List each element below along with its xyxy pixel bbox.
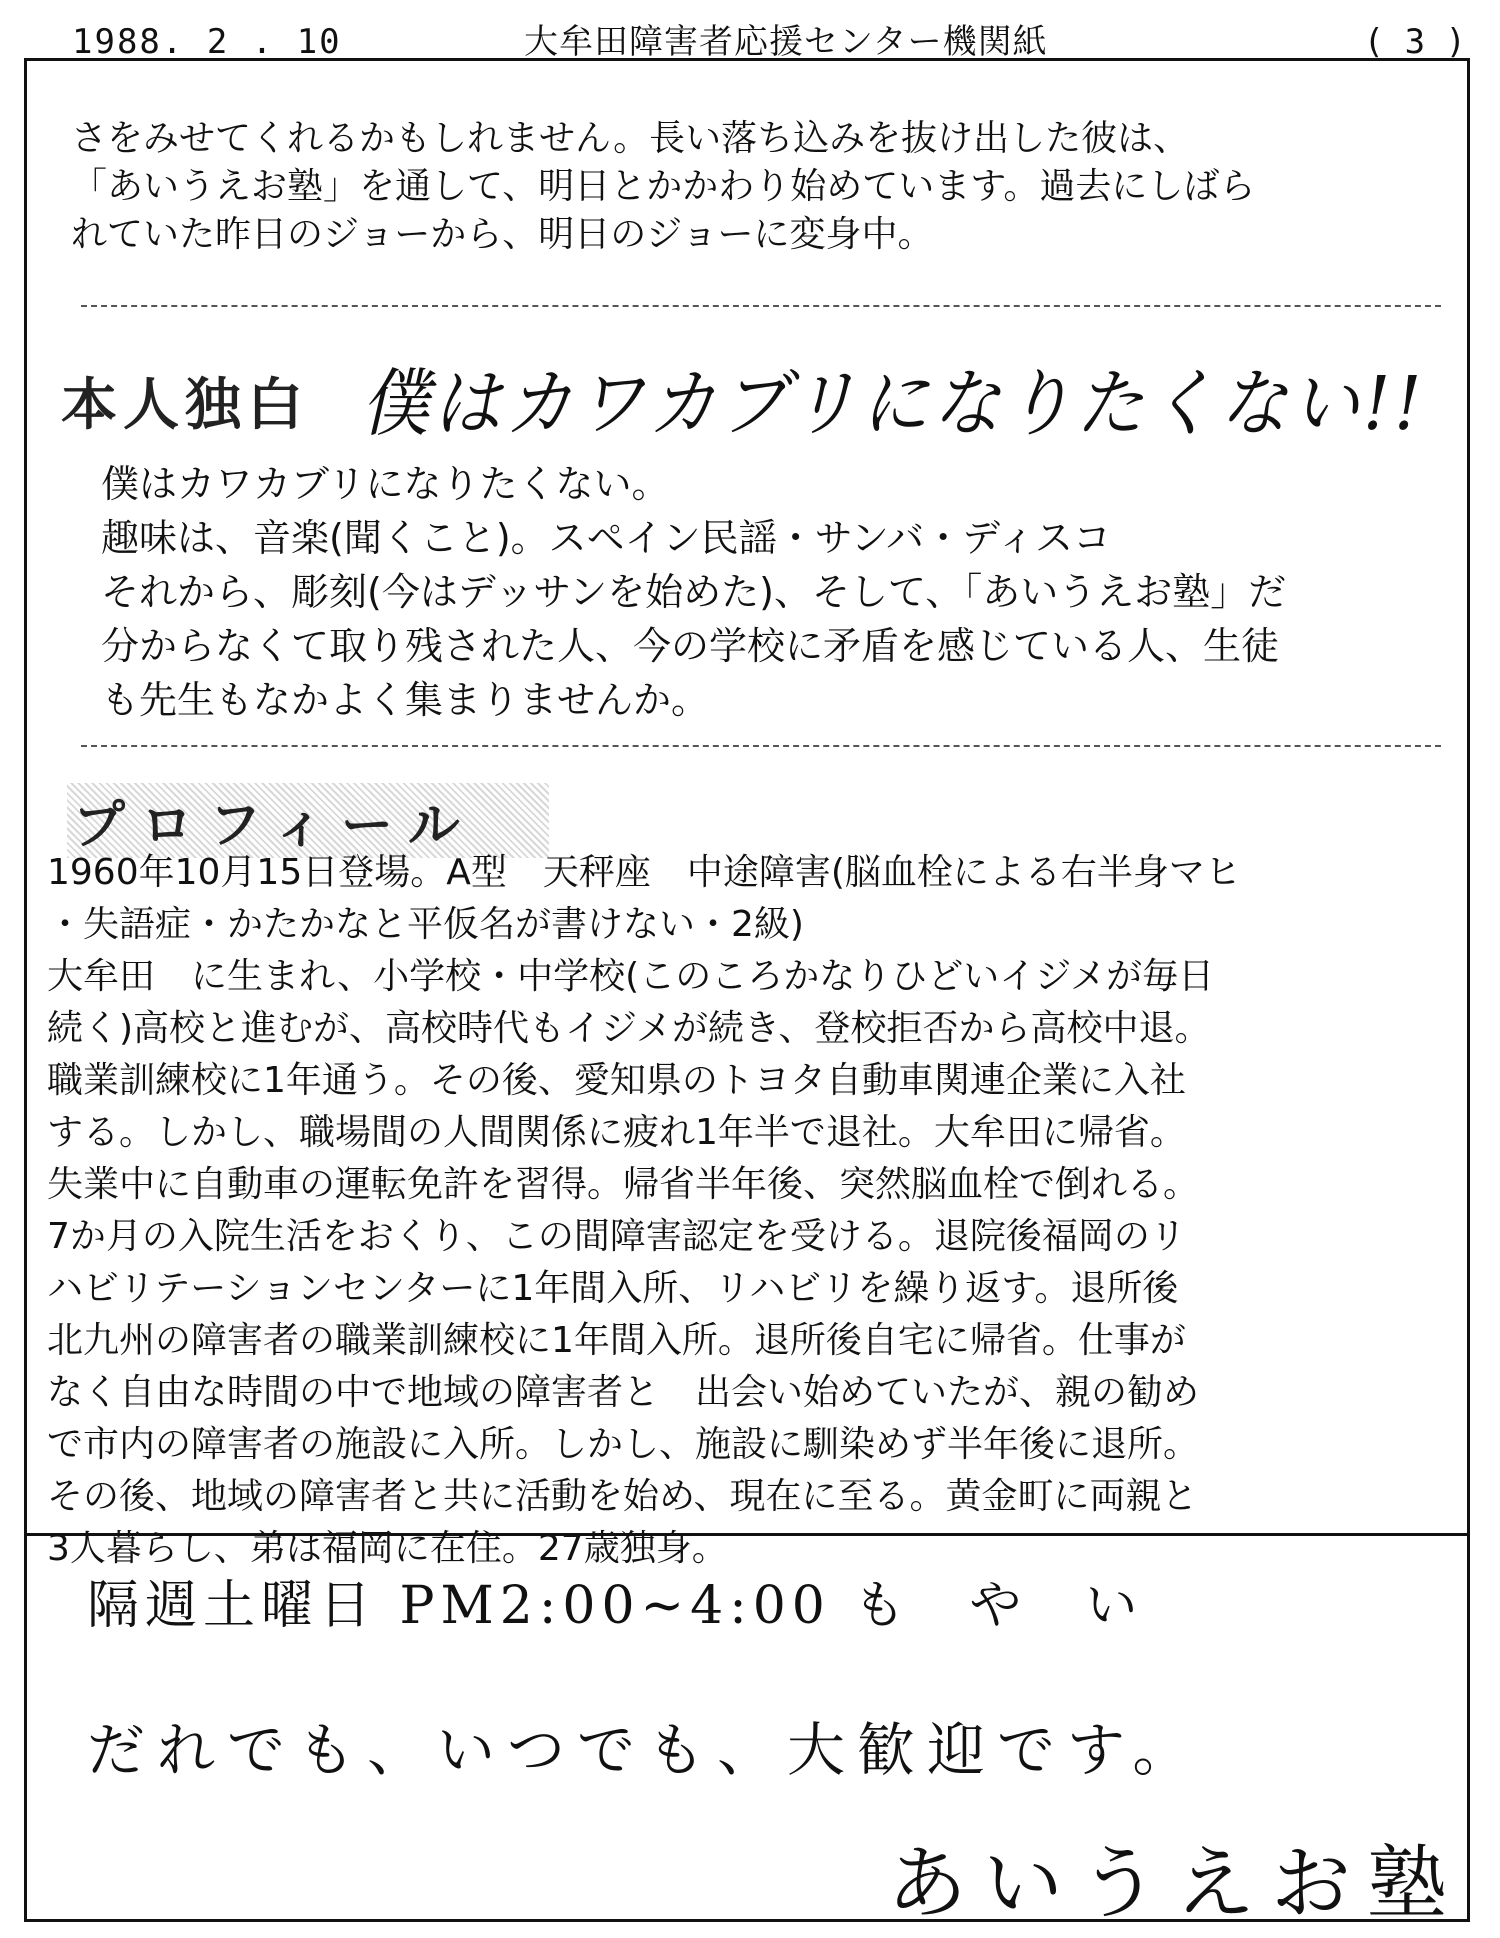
profile-line: 1960年10月15日登場。A型 天秤座 中途障害(脳血栓による右半身マヒ bbox=[47, 852, 1241, 893]
profile-line: 3人暮らし、弟は福岡に在住。27歳独身。 bbox=[47, 1528, 728, 1569]
article-frame bbox=[24, 58, 1470, 1930]
intro-paragraph bbox=[71, 115, 1467, 259]
intro-line: さをみせてくれるかもしれません。長い落ち込みを抜け出した彼は、 bbox=[71, 118, 1190, 159]
profile-line: 失業中に自動車の運転免許を習得。帰省半年後、突然脳血栓で倒れる。 bbox=[47, 1164, 1200, 1205]
monologue-line: も先生もなかよく集まりませんか。 bbox=[101, 678, 710, 722]
monologue-heading bbox=[61, 329, 1467, 447]
profile-heading: プロフィール bbox=[67, 783, 549, 858]
intro-line: れていた昨日のジョーから、明日のジョーに変身中。 bbox=[71, 214, 934, 255]
notice-divider bbox=[27, 1533, 1467, 1536]
monologue-line: 分からなくて取り残された人、今の学校に矛盾を感じている人、生徒 bbox=[101, 624, 1280, 668]
intro-line: 「あいうえお塾」を通して、明日とかかわり始めています。過去にしばら bbox=[71, 166, 1256, 207]
profile-line: で市内の障害者の施設に入所。しかし、施設に馴染めず半年後に退所。 bbox=[47, 1424, 1200, 1465]
profile-line: 7か月の入院生活をおくり、この間障害認定を受ける。退院後福岡のリ bbox=[47, 1216, 1186, 1257]
profile-line: する。しかし、職場間の人間関係に疲れ1年半で退社。大牟田に帰省。 bbox=[47, 1112, 1186, 1153]
monologue-body bbox=[101, 457, 1467, 727]
welcome-notice: だれでも、いつでも、大歓迎です。 bbox=[87, 1716, 1203, 1784]
monologue-line: 僕はカワカブリになりたくない。 bbox=[101, 462, 670, 506]
monologue-line: それから、彫刻(今はデッサンを始めた)、そして、「あいうえお塾」だ bbox=[101, 570, 1287, 614]
profile-line: なく自由な時間の中で地域の障害者と 出会い始めていたが、親の勧め bbox=[47, 1372, 1200, 1413]
page-number: ( 3 ) bbox=[1363, 22, 1466, 62]
issue-date: 1988. 2 . 10 bbox=[72, 22, 342, 62]
profile-line: 北九州の障害者の職業訓練校に1年間入所。退所後自宅に帰省。仕事が bbox=[47, 1320, 1186, 1361]
monologue-label: 本人独白 bbox=[61, 373, 309, 438]
profile-line: ハビリテーションセンターに1年間入所、リハビリを繰り返す。退所後 bbox=[47, 1268, 1179, 1309]
profile-line: ・失語症・かたかなと平仮名が書けない・2級) bbox=[47, 904, 804, 945]
handwritten-headline: 僕はカワカブリになりたくない!! bbox=[361, 361, 1425, 447]
profile-line: 大牟田 に生まれ、小学校・中学校(このころかなりひどいイジメが毎日 bbox=[47, 956, 1215, 997]
profile-line: その後、地域の障害者と共に活動を始め、現在に至る。黄金町に両親と bbox=[47, 1476, 1198, 1517]
schedule-notice: 隔週土曜日 PM2:00~4:00 も や い bbox=[87, 1576, 1144, 1636]
newsletter-title: 大牟田障害者応援センター機関紙 bbox=[524, 22, 1048, 62]
profile-line: 続く)高校と進むが、高校時代もイジメが続き、登校拒否から高校中退。 bbox=[47, 1008, 1211, 1049]
monologue-line: 趣味は、音楽(聞くこと)。スペイン民謡・サンバ・ディスコ bbox=[101, 516, 1112, 560]
dashed-divider bbox=[81, 745, 1441, 747]
organization-signature: あいうえお塾 bbox=[887, 1837, 1463, 1930]
dashed-divider bbox=[81, 305, 1441, 307]
profile-body bbox=[47, 847, 1467, 1575]
profile-line: 職業訓練校に1年通う。その後、愛知県のトヨタ自動車関連企業に入社 bbox=[47, 1060, 1186, 1101]
